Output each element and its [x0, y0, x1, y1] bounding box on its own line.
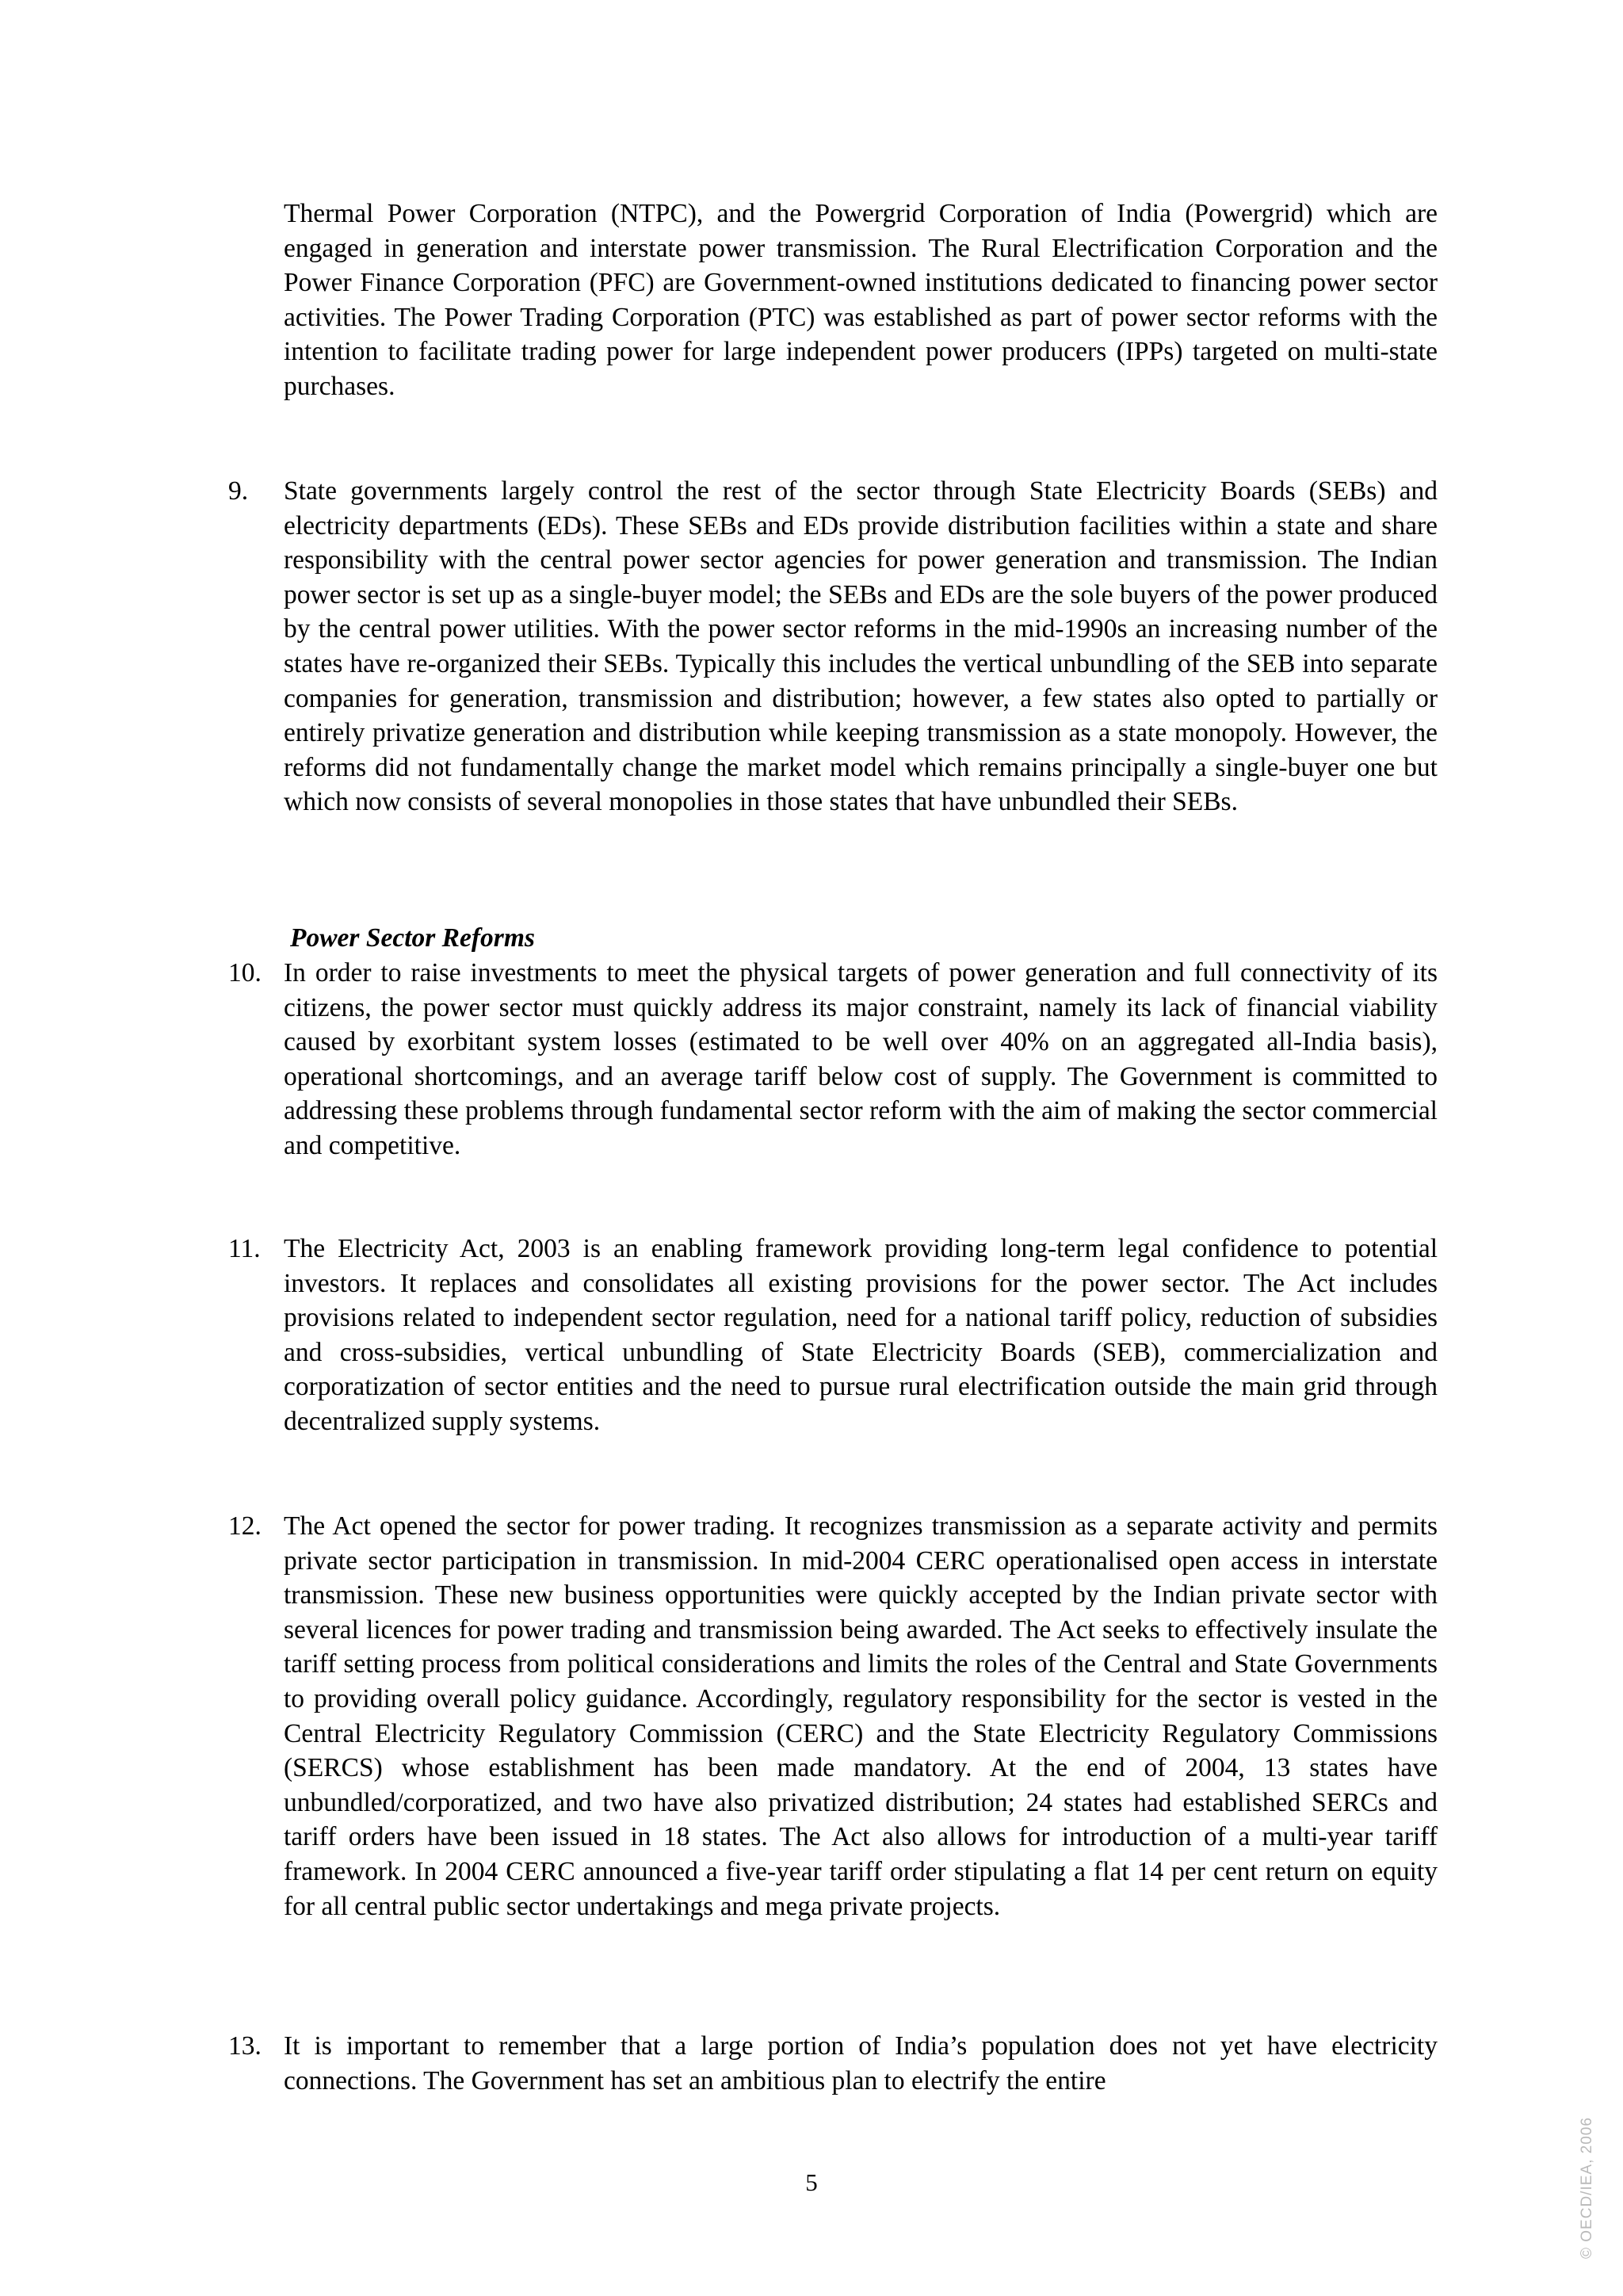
copyright-notice: © OECD/IEA, 2006: [1579, 2117, 1595, 2259]
paragraph-text: In order to raise investments to meet the physical targets of power generation and full connectivity of its citizens, the power sector must quickly address its major constraint, namely its lack of financial viability caused by exorbitant system losses (estimated to be well over 40% on an aggregated all-India basis), operational shortcomings, and an average tariff below cost of supply. The Government is committed to addressing these problems through fundamental sector reform with the aim of making the sector commercial and competitive.: [284, 958, 1438, 1160]
paragraph-10: [228, 956, 1438, 1163]
paragraph-number: 13.: [228, 2031, 262, 2061]
paragraph-text: The Electricity Act, 2003 is an enabling framework providing long-term legal confidence to potential investors. It replaces and consolidates all existing provisions for the power sector. The Act includes provisions related to independent sector regulation, need for a national tariff policy, reduction of subsidies and cross-subsidies, vertical unbundling of State Electricity Boards (SEB), commercialization and corporatization of sector entities and the need to pursue rural electrification outside the main grid through decentralized supply systems.: [284, 1234, 1438, 1436]
paragraph-text: It is important to remember that a large portion of India’s population does not yet have electricity connections. The Government has set an ambitious plan to electrify the entire: [284, 2031, 1438, 2095]
paragraph-continuation: Thermal Power Corporation (NTPC), and the Powergrid Corporation of India (Powergrid) which are engaged in generation and interstate power transmission. The Rural Electrification Corporation and the Power Finance Corporation (PFC) are Government-owned institutions dedicated to financing power sector activities. The Power Trading Corporation (PTC) was established as part of power sector reforms with the intention to facilitate trading power for large independent power producers (IPPs) targeted on multi-state purchases.: [284, 199, 1438, 401]
paragraph-9: [228, 474, 1438, 819]
paragraph-number: 10.: [228, 958, 262, 988]
paragraph-12: [228, 1509, 1438, 1924]
page-number: 5: [805, 2168, 818, 2196]
paragraph-number: 11.: [228, 1234, 261, 1263]
paragraph-number: 9.: [228, 476, 249, 506]
paragraph-text: State governments largely control the rest of the sector through State Electricity Boards (SEBs) and electricity departments (EDs). These SEBs and EDs provide distribution facilities within a state and share responsibility with the central power sector agencies for power generation and transmission. The Indian power sector is set up as a single-buyer model; the SEBs and EDs are the sole buyers of the power produced by the central power utilities. With the power sector reforms in the mid-1990s an increasing number of the states have re-organized their SEBs. Typically this includes the vertical unbundling of the SEB into separate companies for generation, transmission and distribution; however, a few states also opted to partially or entirely privatize generation and distribution while keeping transmission as a state monopoly. However, the reforms did not fundamentally change the market model which remains principally a single-buyer one but which now consists of several monopolies in those states that have unbundled their SEBs.: [284, 476, 1438, 817]
paragraph-number: 12.: [228, 1511, 262, 1541]
paragraph-text: The Act opened the sector for power trading. It recognizes transmission as a separate activity and permits private sector participation in transmission. In mid-2004 CERC operationalised open access in interstate transmission. These new business opportunities were quickly accepted by the Indian private sector with several licences for power trading and transmission being awarded. The Act seeks to effectively insulate the tariff setting process from political considerations and limits the roles of the Central and State Governments to providing overall policy guidance. Accordingly, regulatory responsibility for the sector is vested in the Central Electricity Regulatory Commission (CERC) and the State Electricity Regulatory Commissions (SERCS) whose establishment has been made mandatory. At the end of 2004, 13 states have unbundled/corporatized, and two have also privatized distribution; 24 states had established SERCs and tariff orders have been issued in 18 states. The Act also allows for introduction of a multi-year tariff framework. In 2004 CERC announced a five-year tariff order stipulating a flat 14 per cent return on equity for all central public sector undertakings and mega private projects.: [284, 1511, 1438, 1921]
paragraph-11: [228, 1232, 1438, 1439]
paragraph-13: [228, 2029, 1438, 2098]
section-heading: Power Sector Reforms: [290, 923, 535, 953]
